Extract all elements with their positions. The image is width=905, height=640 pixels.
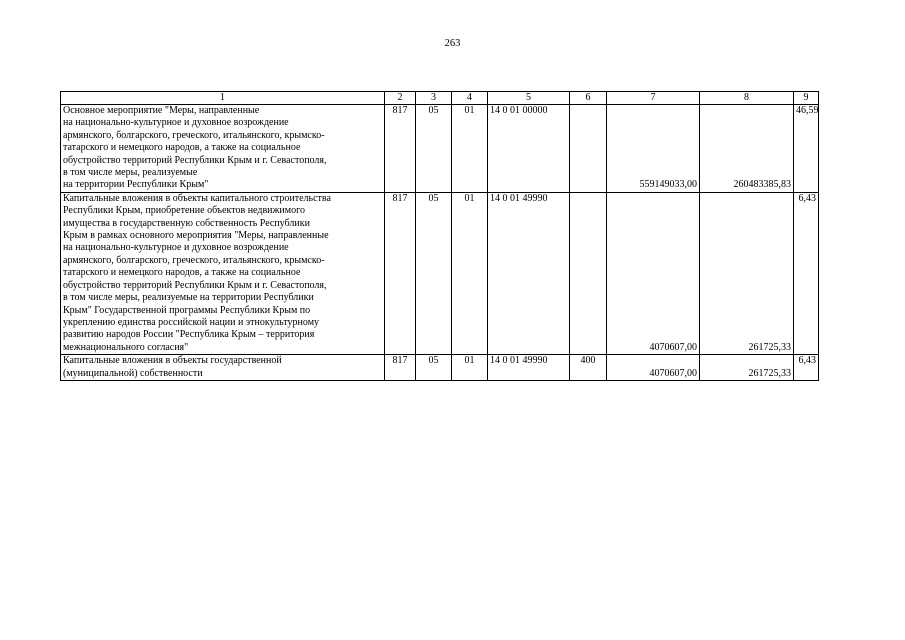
column-header-1: 1 — [61, 92, 385, 105]
column-header-7: 7 — [607, 92, 700, 105]
row-name: Капитальные вложения в объекты государственной (муниципальной) собственности — [61, 355, 385, 381]
cell-c5: 14 0 01 00000 — [488, 105, 570, 193]
table-row — [61, 355, 819, 381]
column-header-5: 5 — [488, 92, 570, 105]
cell-c5: 14 0 01 49990 — [488, 192, 570, 354]
page-number: 263 — [444, 38, 461, 49]
cell-c4: 01 — [452, 355, 488, 381]
cell-c8: 261725,33 — [700, 192, 794, 354]
cell-c2: 817 — [385, 105, 416, 193]
cell-c2: 817 — [385, 192, 416, 354]
column-header-2: 2 — [385, 92, 416, 105]
cell-c8: 260483385,83 — [700, 105, 794, 193]
cell-c7: 4070607,00 — [607, 355, 700, 381]
cell-c4: 01 — [452, 105, 488, 193]
cell-c4: 01 — [452, 192, 488, 354]
column-header-4: 4 — [452, 92, 488, 105]
cell-c7: 4070607,00 — [607, 192, 700, 354]
cell-c6 — [570, 192, 607, 354]
cell-c9: 46,59 — [794, 105, 819, 193]
cell-c9: 6,43 — [794, 192, 819, 354]
cell-c7: 559149033,00 — [607, 105, 700, 193]
row-name: Капитальные вложения в объекты капитального строительства Республики Крым, приобретение объектов недвижимого имущества в государственную собственность Республики Крым в рамках основного мероприятия "Меры, направленные на национально-культурное и духовное возрождение армянского, болгарского, греческого, итальянского, крымско- татарского и немецкого народов, а также на социальное обустройство территорий Республики Крым и г. Севастополя, в том числе меры, реализуемые на территории Республики Крым" Государственной программы Республики Крым по укреплению единства российской нации и этнокультурному развитию народов России "Республика Крым – территория межнационального согласия" — [61, 192, 385, 354]
budget-table — [60, 91, 819, 381]
cell-c3: 05 — [416, 105, 452, 193]
cell-c8: 261725,33 — [700, 355, 794, 381]
row-name: Основное мероприятие "Меры, направленные на национально-культурное и духовное возрождение армянского, болгарского, греческого, итальянского, крымско- татарского и немецкого народов, а также на социальное обустройство территорий Республики Крым и г. Севастополя, в том числе меры, реализуемые на территории Республики Крым" — [61, 105, 385, 193]
cell-c9: 6,43 — [794, 355, 819, 381]
column-header-8: 8 — [700, 92, 794, 105]
cell-c3: 05 — [416, 355, 452, 381]
table-row — [61, 105, 819, 193]
column-header-3: 3 — [416, 92, 452, 105]
cell-c6: 400 — [570, 355, 607, 381]
cell-c6 — [570, 105, 607, 193]
header-row — [61, 92, 819, 105]
cell-c2: 817 — [385, 355, 416, 381]
cell-c5: 14 0 01 49990 — [488, 355, 570, 381]
table-row — [61, 192, 819, 354]
cell-c3: 05 — [416, 192, 452, 354]
column-header-9: 9 — [794, 92, 819, 105]
column-header-6: 6 — [570, 92, 607, 105]
